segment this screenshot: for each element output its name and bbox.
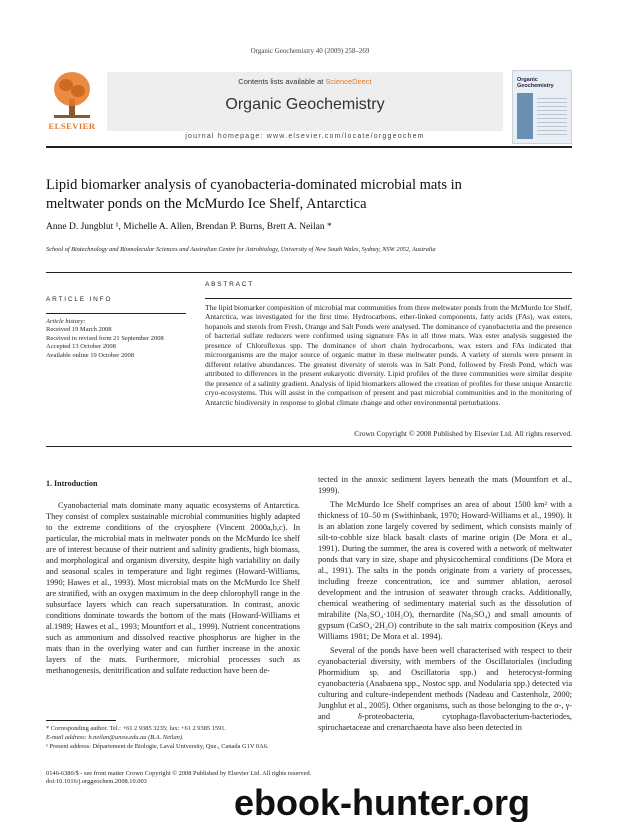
- masthead-rule: [46, 146, 572, 148]
- abstract-text: The lipid biomarker composition of microbial mat communities from three meltwater ponds from the McMurdo Ice Shelf, Antarctica, was investigated for the first time. Hydrocarbons, ether-linked components, fatty acids (FAs), wax esters, hopanols and sterols from Fresh, Orange and Salt Ponds were analysed. The dominance of cyanobacteria and the presence of bacterial sulfate reducers were confirmed using signature FAs in all three mats. Wax ester analysis suggested the presence of Chloroflexus spp. The dominance of short chain hydrocarbons, wax esters and FAs indicated that microorganisms are the major source of organic matter in these meltwater ponds. A variety of sterols were present in different relative abundances. The greatest diversity of sterols was in Salt Pond, followed by Fresh Pond, which was attributed to differences in the present eukaryotic diversity. Lipid profiles of the three communities were similar despite the presence of a salinity gradient. Analysis of lipid biomarkers allowed the creation of profiles for these unique Antarctic cryo-ecosystems. This will assist in the comparison of present and past microbial communities and in the monitoring of Antarctic biodiversity in response to global climate change and other environmental perturbations.: [205, 302, 572, 407]
- issn-line: 0146-6380/$ - see front matter Crown Copyright © 2008 Published by Elsevier Ltd. All rights reserved.: [46, 770, 312, 777]
- history-accepted: Accepted 13 October 2008: [46, 343, 116, 350]
- history-label: Article history:: [46, 317, 86, 325]
- body-left-column: [46, 478, 300, 676]
- doi-line[interactable]: doi:10.1016/j.orggeochem.2008.10.003: [46, 778, 147, 785]
- abstract-copyright: Crown Copyright © 2008 Published by Elsevier Ltd. All rights reserved.: [354, 429, 572, 438]
- watermark-svg: [230, 784, 600, 822]
- body-right-column: [318, 474, 572, 733]
- intro-paragraph: Cyanobacterial mats dominate many aquatic ecosystems of Antarctica. They consist of complex sustainable microbial communities highly adapted to the extreme conditions of the cryosphere (Vincent 2000a,b,c). In particular, the microbial mats in meltwater ponds on the McMurdo Ice shelf are of interest because of their nutrient and salinity gradients, high biomass, and morphological and organism diversity, despite high variability on daily and seasonal scales in temperature and light regimes (Howard-Williams, 1990; Hawes et al., 1993). Most microbial mats on the McMurdo Ice Shelf are stratified, with an oxygen maximum in the deep chlorophyll range in the subsurface layers which can reach supersaturation. In contrast, anoxic conditions dominate towards the bottom of the mats (Howard-Williams et al.1989; Hawes et al., 1993; Mountfort et al., 1999). Nutrient concentrations such as ammonium and dissolved reactive phosphorus are higher in the mats than in the overlying water and can further increase in the anoxic layers of the mats. Furthermore, microbial processes such as methanogenesis, denitrification and sulfate reduction have been de-: [46, 501, 300, 675]
- history-received: Received 19 March 2008: [46, 326, 112, 333]
- body-top-rule: [46, 446, 572, 447]
- sciencedirect-link[interactable]: ScienceDirect: [325, 77, 372, 86]
- right-paragraph-1: tected in the anoxic sediment layers beneath the mats (Mountfort et al., 1999).: [318, 475, 572, 495]
- article-info: [46, 296, 186, 360]
- journal-name: Organic Geochemistry: [225, 96, 385, 113]
- article-info-heading: ARTICLE INFO: [46, 296, 113, 303]
- journal-homepage[interactable]: journal homepage: www.elsevier.com/locate/orggeochem: [185, 133, 425, 140]
- article-authors: Anne D. Jungblut ¹, Michelle A. Allen, Brendan P. Burns, Brett A. Neilan *: [46, 222, 332, 232]
- elsevier-wordmark: ELSEVIER: [48, 121, 96, 131]
- footnotes: [46, 725, 300, 752]
- right-paragraph-3: Several of the ponds have been well characterised with respect to their cyanobacterial diversity, with members of the Oscillatoriales (including Phormidium sp. and Oscillatoria spp.) and heterocyst-forming cyanobacteria (Anabaena spp., Nostoc spp. and Nodularia spp.) detected via culturing and culture-independent methods (Nadeau and Castenholz, 2000; Jungblut et al., 2005). Other organisms, such as those belonging to the α-, γ- and δ-proteobacteria, cytophaga-flavobacterium-bacteriodes, spirochaetaceae and crenarchaeota have also been detected in: [318, 646, 572, 732]
- footnote-present-address: ¹ Present address: Département de Biologie, Laval University, Que., Canada G1V 0A6.: [46, 743, 269, 750]
- journal-cover-thumbnail: [512, 70, 572, 144]
- contents-line: [107, 77, 503, 86]
- abstract: [205, 280, 572, 407]
- cover-strip: [517, 93, 533, 139]
- article-info-rule: [46, 313, 186, 314]
- watermark-text: ebook-hunter.org: [234, 784, 530, 822]
- cover-title: Organic Geochemistry: [517, 77, 554, 89]
- journal-citation: Organic Geochemistry 40 (2009) 258–269: [250, 47, 370, 55]
- footnote-email: E-mail address: b.neilan@unsw.edu.au (B.A. Neilan).: [46, 734, 184, 741]
- elsevier-tree-icon: [52, 69, 92, 121]
- history-online: Available online 19 October 2008: [46, 351, 134, 359]
- history-revised: Received in revised form 21 September 2008: [46, 334, 164, 342]
- section-heading-introduction: 1. Introduction: [46, 479, 98, 488]
- cover-text-lines: [537, 95, 567, 135]
- footnote-rule: [46, 720, 116, 721]
- article-title: Lipid biomarker analysis of cyanobacteria-dominated microbial mats in meltwater ponds on the McMurdo Ice Shelf, Antarctica: [46, 177, 462, 212]
- contents-prefix: Contents lists available at: [238, 77, 326, 86]
- footnote-corresponding: * Corresponding author. Tel.: +61 2 9385 3235; fax: +61 2 9385 1591.: [46, 725, 227, 732]
- abstract-heading: ABSTRACT: [205, 281, 255, 288]
- journal-banner: [107, 72, 503, 131]
- right-paragraph-2: The McMurdo Ice Shelf comprises an area of about 1500 km² with a thickness of 10–50 m (Swithinbank, 1970; Howard-Williams et al., 1990). It is an ablation zone largely covered by sediment, which consists mainly of silt-to-cobble size black basalt clasts of marine origin (De Mora et al., 1991). During the summer, the area is covered with a network of meltwater ponds that vary in size, shape and physicochemical conditions (De Mora et al., 1991). The salts in the ponds originate from a variety of processes, including freeze concentration, ice and summer ablation, aerosol development and the intrusion of seawater through cracks. Additionally, chemical weathering of sedimentary material such as the dissolution of mirabilite (Na₂SO₄·10H₂O), thernardite (Na₂SO₄) and small amounts of gypsum (CaSO₄·2H₂O) contribute to the salt matrix composition (Keys and Williams 1981; De Mora et al. 1994).: [318, 500, 572, 641]
- abstract-rule: [205, 298, 572, 299]
- article-affiliation: School of Biotechnology and Biomolecular Sciences and Australian Centre for Astrobiology, University of New South Wales, Sydney, NSW 2052, Australia: [46, 246, 436, 253]
- elsevier-logo: [46, 69, 98, 133]
- ebook-hunter-watermark: [230, 784, 600, 822]
- info-top-rule: [46, 272, 572, 273]
